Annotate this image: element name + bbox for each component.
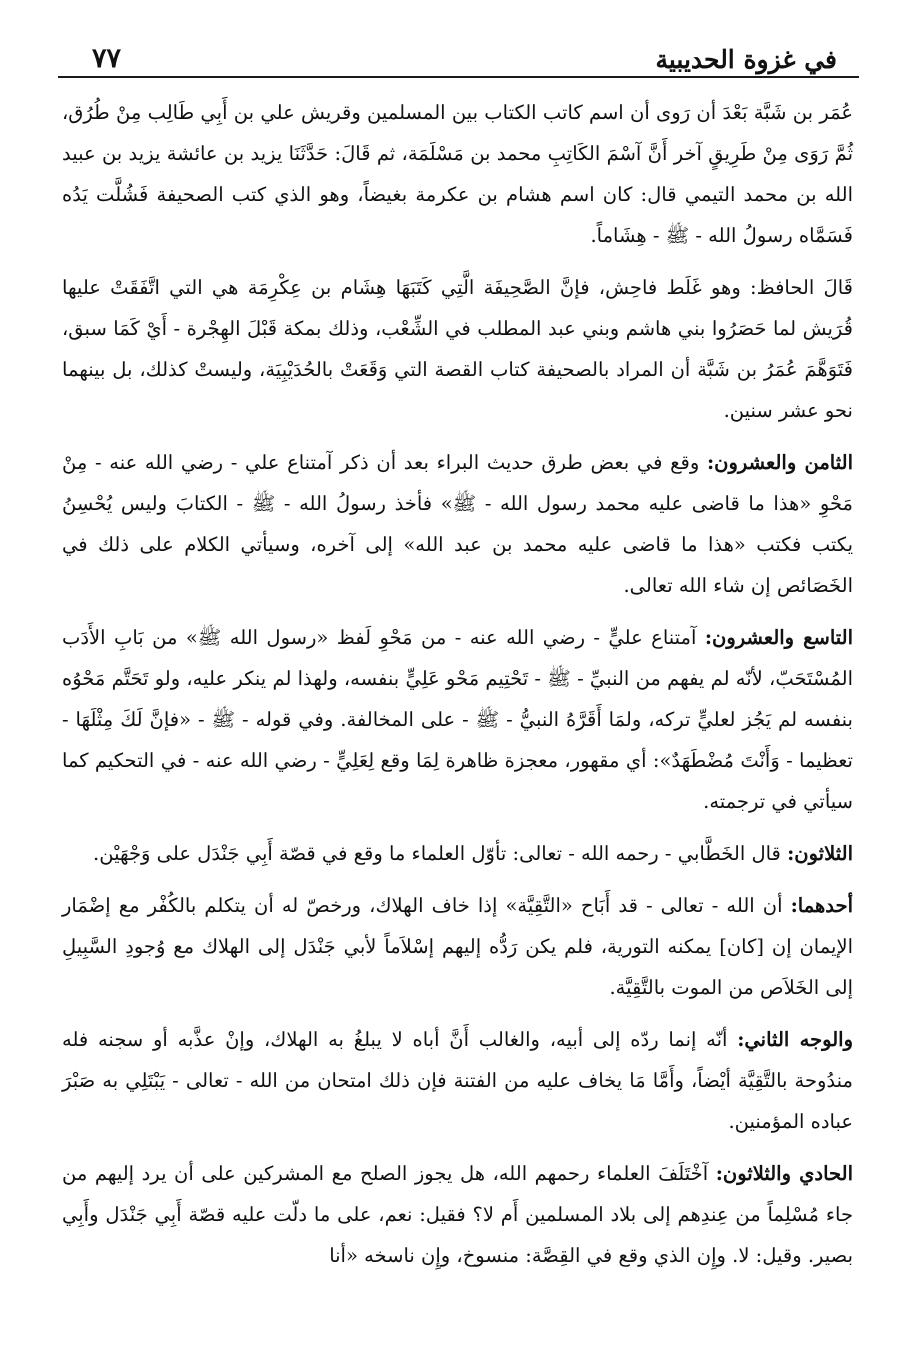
paragraph <box>62 885 853 1008</box>
section-heading: التاسع والعشرون: <box>704 626 854 649</box>
paragraph-text: قَالَ الحافظ: وهو غَلَط فاحِش، فإنَّ الصَّحِيفَة الَّتِي كَتَبَهَا هِشَام بن عِكْرِمَة هي التي اتَّفَقَتْ عليها قُرَيش لما حَصَرُوا بني هاشم وبني عبد المطلب في الشِّعْب، وذلك بمكة قَبْلَ الهِجْرة - أَيْ كَمَا سبق، فَتَوَهَّمَ عُمَرُ بن شَبَّة أن المراد بالصحيفة كتاب القصة التي وَقَعَتْ بالحُدَيْبِيَة، وليستْ كذلك، بل بينهما نحو عشر سنين. <box>62 276 853 422</box>
paragraph-text: قال الخَطَّابي - رحمه الله - تعالى: تأوّل العلماء ما وقع في قصّة أَبِي جَنْدَل على وَجْهَيْن. <box>93 842 781 865</box>
paragraph <box>62 1019 853 1142</box>
page-body <box>58 78 859 1276</box>
paragraph-text: أنّه إنما ردّه إلى أبيه، والغالب أَنَّ أباه لا يبلغُ به الهلاك، وإنْ عذَّبه أو سجنه فله مندُوحة بالتَّقِيَّة أيْضاً، وأَمَّا مَا يخاف عليه من الفتنة فإن ذلك امتحان من الله - تعالى - يَبْتَلِي به صَبْرَ عباده المؤمنين. <box>62 1028 853 1133</box>
paragraph <box>62 1153 853 1276</box>
paragraph-text: آخْتَلَفَ العلماء رحمهم الله، هل يجوز الصلح مع المشركين على أن يرد إليهم من جاء مُسْلِماً من عِندِهم إلى بلاد المسلمين أَم لا؟ فقيل: نعم، على ما دلّت عليه قصّة أَبِي جَنْدَل وأَبِي بصير. وقيل: لا. وإِن الذي وقع في القِصَّة: منسوخ، وإِن ناسخه «أنا <box>62 1162 853 1267</box>
page-header <box>58 28 859 78</box>
paragraph <box>62 833 853 874</box>
running-title: في غزوة الحديبية <box>655 45 837 74</box>
section-heading: الثلاثون: <box>787 842 853 865</box>
paragraph <box>62 442 853 606</box>
paragraph-text: عُمَر بن شَبَّة بَعْدَ أن رَوى أن اسم كاتب الكتاب بين المسلمين وقريش علي بن أَبِي طَالِب مِنْ طُرُق، ثُمَّ رَوَى مِنْ طَرِيقٍ آخر أَنَّ آسْمَ الكَاتِبِ محمد بن مَسْلَمَة، ثم قَالَ: حَدَّثَنَا يزيد بن عائشة يزيد بن عبيد الله بن محمد التيمي قال: كان اسم هشام بن عكرمة بغيضاً، وهو الذي كتب الصحيفة فَشُلَّت يَدُه فَسَمَّاه رسولُ الله - ﷺ - هِشَاماً. <box>62 101 853 247</box>
section-heading: والوجه الثاني: <box>737 1028 853 1051</box>
paragraph <box>62 92 853 256</box>
section-heading: أحدهما: <box>790 894 853 917</box>
paragraph-text: أن الله - تعالى - قد أَبَاح «التَّقِيَّة» إذا خاف الهلاك، ورخصّ له أن يتكلم بالكُفْر مع إضْمَار الإيمان إن [كان] يمكنه التورية، فلم يكن رَدُّه إليهم إسْلاَماً لأبي جَنْدَل إلى الهلاك مع وُجودِ السَّبِيلِ إلى الخَلاَص من الموت بالتَّقِيَّة. <box>62 894 853 999</box>
paragraph-text: آمتناع عليٍّ - رضي الله عنه - من مَحْوِ لَفظ «رسول الله ﷺ» من بَابِ الأَدَب المُسْتَحَبّ، لأنّه لم يفهم من النبيِّ - ﷺ - تَحْتِيم مَحْو عَلِيٍّ بنفسه، ولهذا لم ينكر عليه، ولو تَحَتَّم مَحْوُه بنفسه لم يَجُز لعليٍّ تركه، ولمَا أَقَرَّهُ النبيُّ - ﷺ - على المخالفة. وفي قوله - ﷺ - «فإنَّ لَكَ مِثْلَهَا - تعظيما - وَأَنْتَ مُضْطَهَدٌ»: أي مقهور، معجزة ظاهرة لِمَا وقع لِعَلِيٍّ - رضي الله عنه - في التحكيم كما سيأتي في ترجمته. <box>62 626 853 813</box>
section-heading: الثامن والعشرون: <box>706 451 853 474</box>
paragraph <box>62 617 853 822</box>
paragraph-text: وقع في بعض طرق حديث البراء بعد أن ذكر آمتناع علي - رضي الله عنه - مِنْ مَحْوِ «هذا ما قاضى عليه محمد رسول الله - ﷺ» فأخذ رسولُ الله - ﷺ - الكتابَ وليس يُحْسِنُ يكتب فكتب «هذا ما قاضى عليه محمد بن عبد الله» إلى آخره، وسيأتي الكلام على ذلك في الخَصَائص إن شاء الله تعالى. <box>62 451 853 597</box>
page-number: ٧٧ <box>92 43 122 74</box>
section-heading: الحادي والثلاثون: <box>715 1162 853 1185</box>
paragraph <box>62 267 853 431</box>
